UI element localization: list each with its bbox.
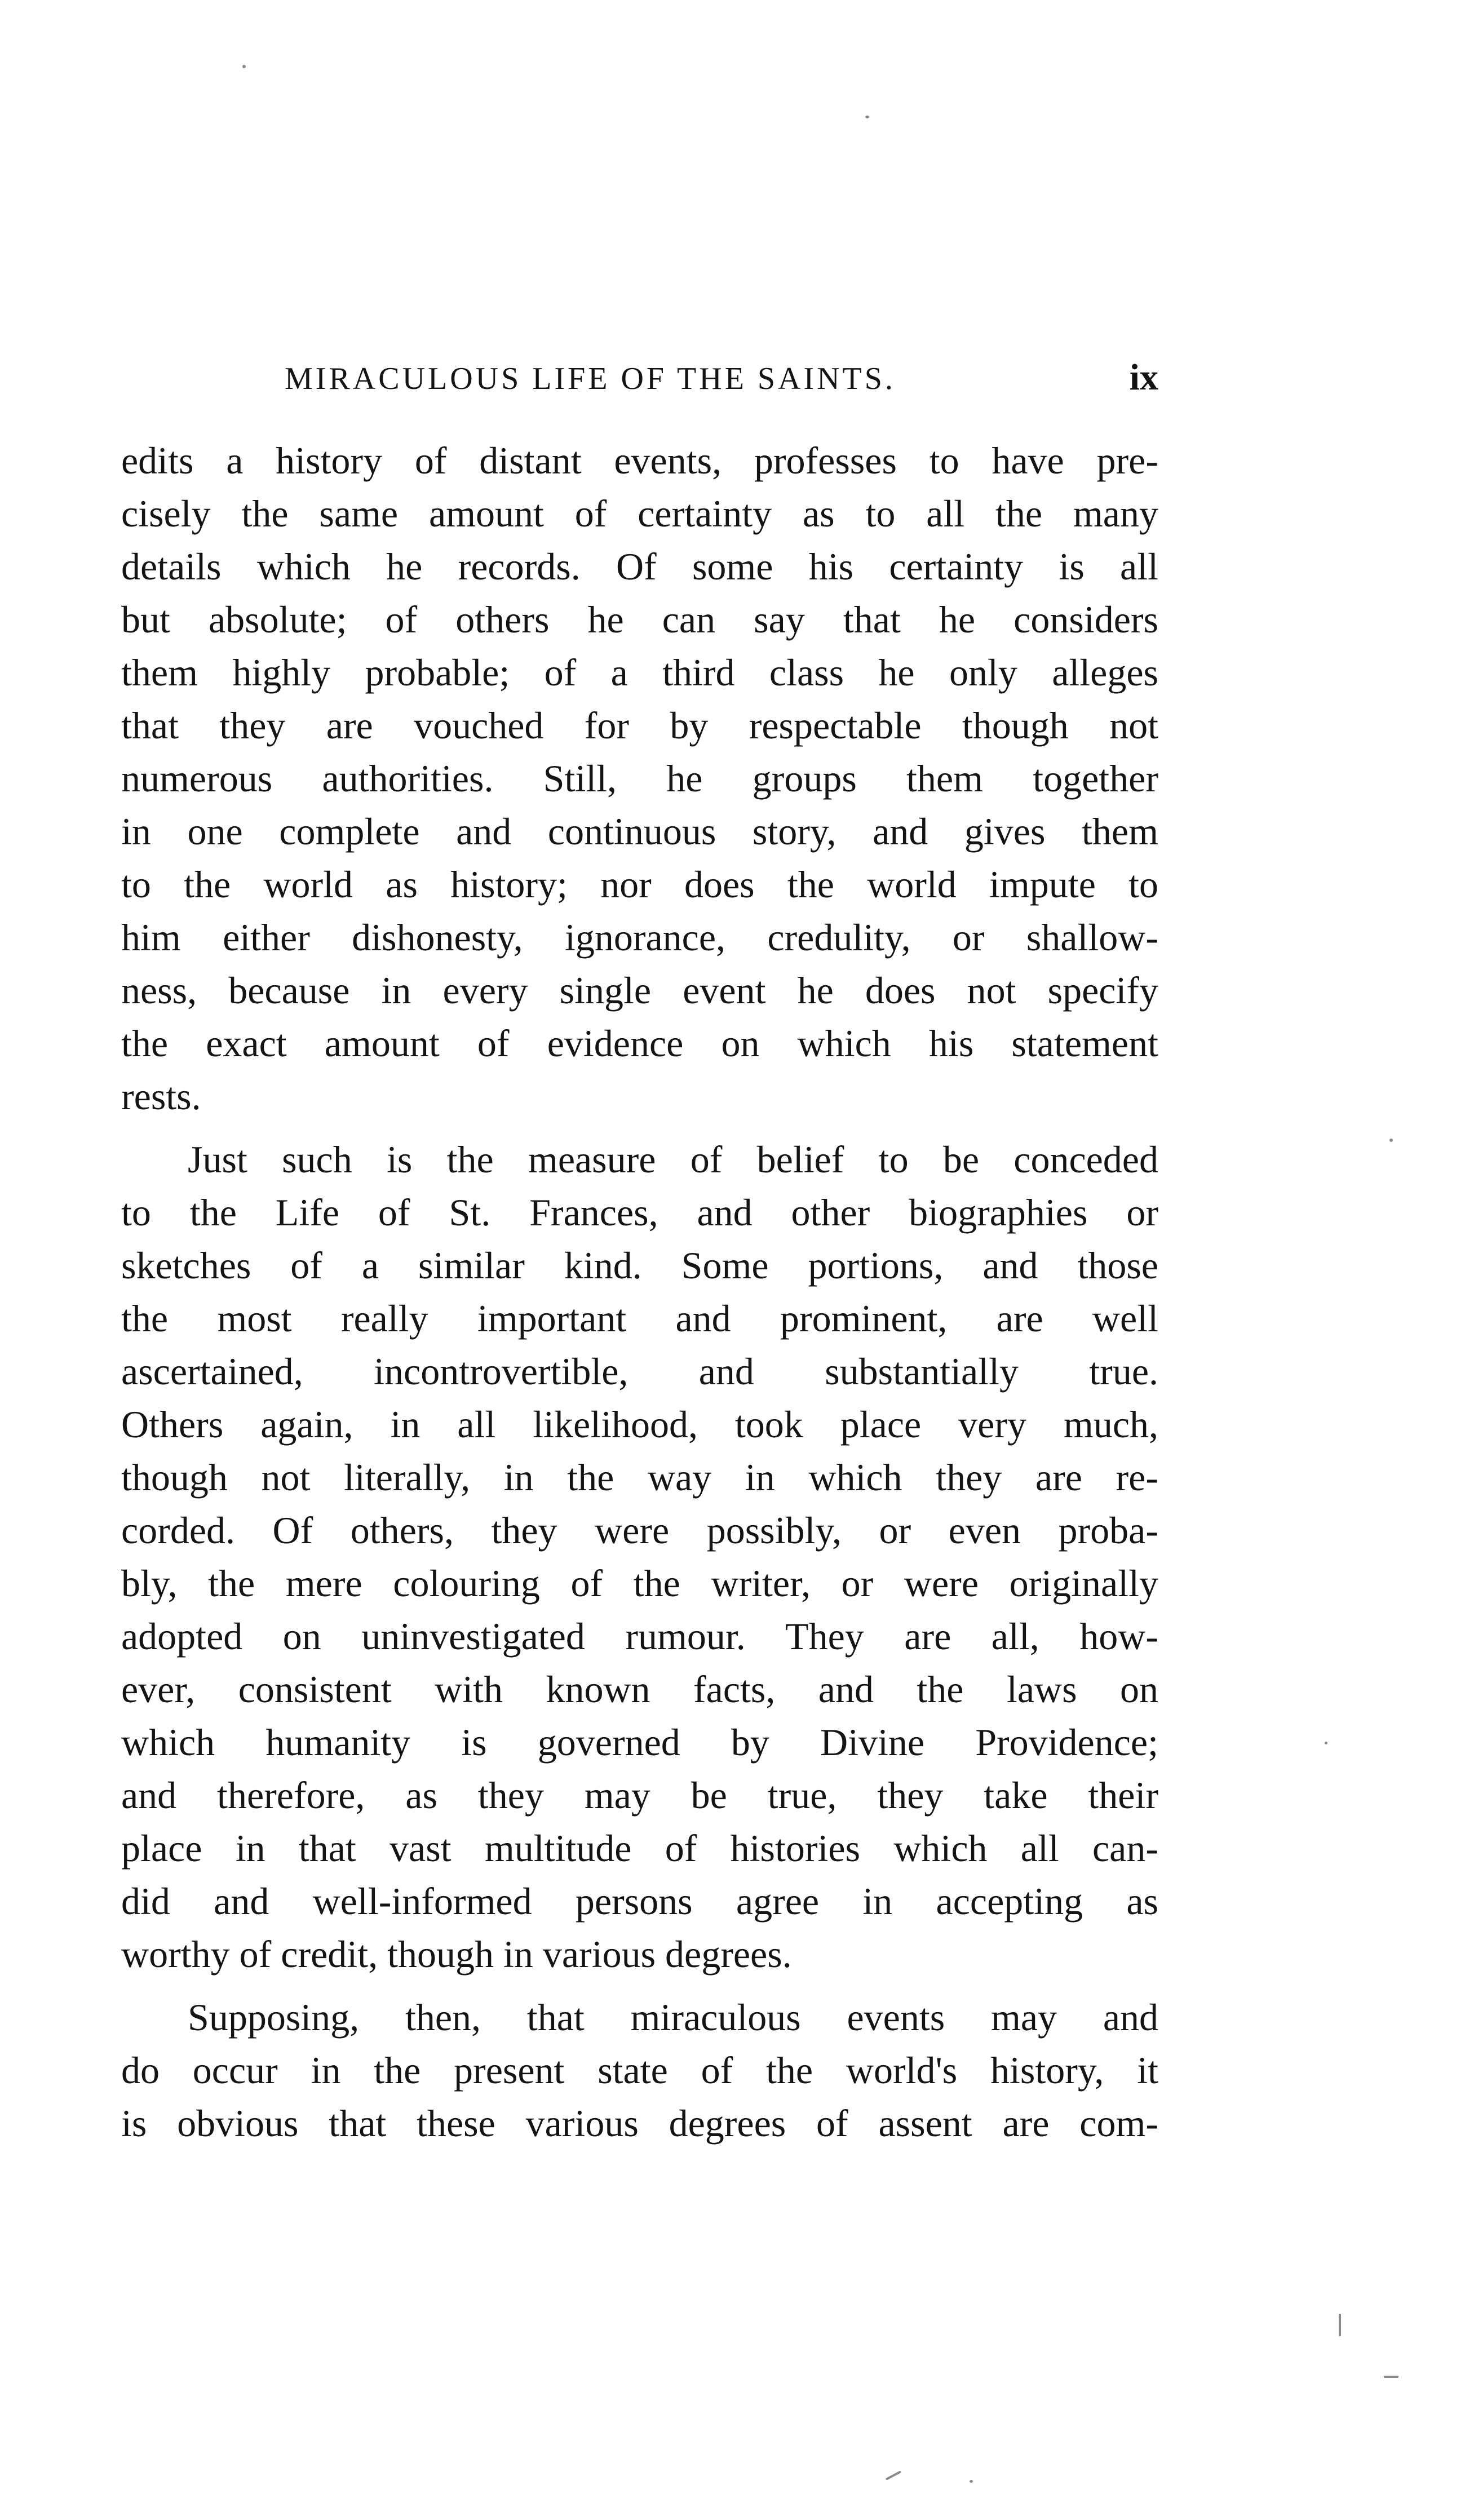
text-line: the most really important and prominent, are well [121, 1297, 1158, 1340]
text-line: do occur in the present state of the world's history, it [121, 2049, 1158, 2092]
text-line: rests. [121, 1075, 201, 1118]
scan-speck [886, 2470, 901, 2481]
text-line: adopted on uninvestigated rumour. They are all, how- [121, 1615, 1158, 1658]
text-line: place in that vast multitude of histories which all can- [121, 1827, 1158, 1870]
text-line: sketches of a similar kind. Some portions, and those [121, 1244, 1158, 1287]
scan-speck [865, 116, 869, 118]
page-header [121, 356, 1158, 401]
text-line: to the world as history; nor does the world impute to [121, 863, 1158, 906]
text-line: ness, because in every single event he does not specify [121, 969, 1158, 1012]
text-line: ever, consistent with known facts, and the laws on [121, 1668, 1158, 1711]
paragraph-2 [121, 1133, 1158, 1981]
text-line: numerous authorities. Still, he groups them together [121, 757, 1158, 800]
scan-speck [1325, 1742, 1327, 1744]
text-line: did and well-informed persons agree in accepting as [121, 1880, 1158, 1923]
page-number: ix [1129, 357, 1158, 398]
scan-speck [1389, 1139, 1393, 1142]
scan-speck [242, 65, 246, 68]
text-line: is obvious that these various degrees of assent are com- [121, 2102, 1158, 2145]
text-line: which humanity is governed by Divine Providence; [121, 1721, 1158, 1764]
paragraph-1 [121, 434, 1158, 1123]
text-line: that they are vouched for by respectable though not [121, 704, 1158, 747]
scan-speck [1384, 2376, 1398, 2378]
text-line: though not literally, in the way in which they are re- [121, 1456, 1158, 1499]
text-line: but absolute; of others he can say that he considers [121, 598, 1158, 641]
text-line: edits a history of distant events, professes to have pre- [121, 439, 1158, 482]
text-line: details which he records. Of some his certainty is all [121, 545, 1158, 588]
text-line: and therefore, as they may be true, they take their [121, 1774, 1158, 1817]
running-head: MIRACULOUS LIFE OF THE SAINTS. [285, 361, 896, 396]
text-line: Supposing, then, that miraculous events may and [188, 1996, 1158, 2039]
text-line: Others again, in all likelihood, took place very much, [121, 1403, 1158, 1446]
text-line: worthy of credit, though in various degrees. [121, 1933, 792, 1976]
body-text [121, 434, 1158, 2150]
text-line: corded. Of others, they were possibly, or even proba- [121, 1509, 1158, 1552]
text-line: cisely the same amount of certainty as to all the many [121, 492, 1158, 535]
text-line: ascertained, incontrovertible, and substantially true. [121, 1350, 1158, 1393]
text-line: in one complete and continuous story, and gives them [121, 810, 1158, 853]
paragraph-3 [121, 1991, 1158, 2150]
paragraph-gap [121, 1981, 1158, 1991]
scan-speck [970, 2480, 973, 2483]
text-line: him either dishonesty, ignorance, credulity, or shallow- [121, 916, 1158, 959]
scan-speck [1339, 2314, 1341, 2336]
text-line: the exact amount of evidence on which his statement [121, 1022, 1158, 1065]
text-line: Just such is the measure of belief to be conceded [188, 1138, 1158, 1181]
paragraph-gap [121, 1123, 1158, 1133]
text-line: to the Life of St. Frances, and other biographies or [121, 1191, 1158, 1234]
text-line: bly, the mere colouring of the writer, or were originally [121, 1562, 1158, 1605]
text-line: them highly probable; of a third class he only alleges [121, 651, 1158, 694]
